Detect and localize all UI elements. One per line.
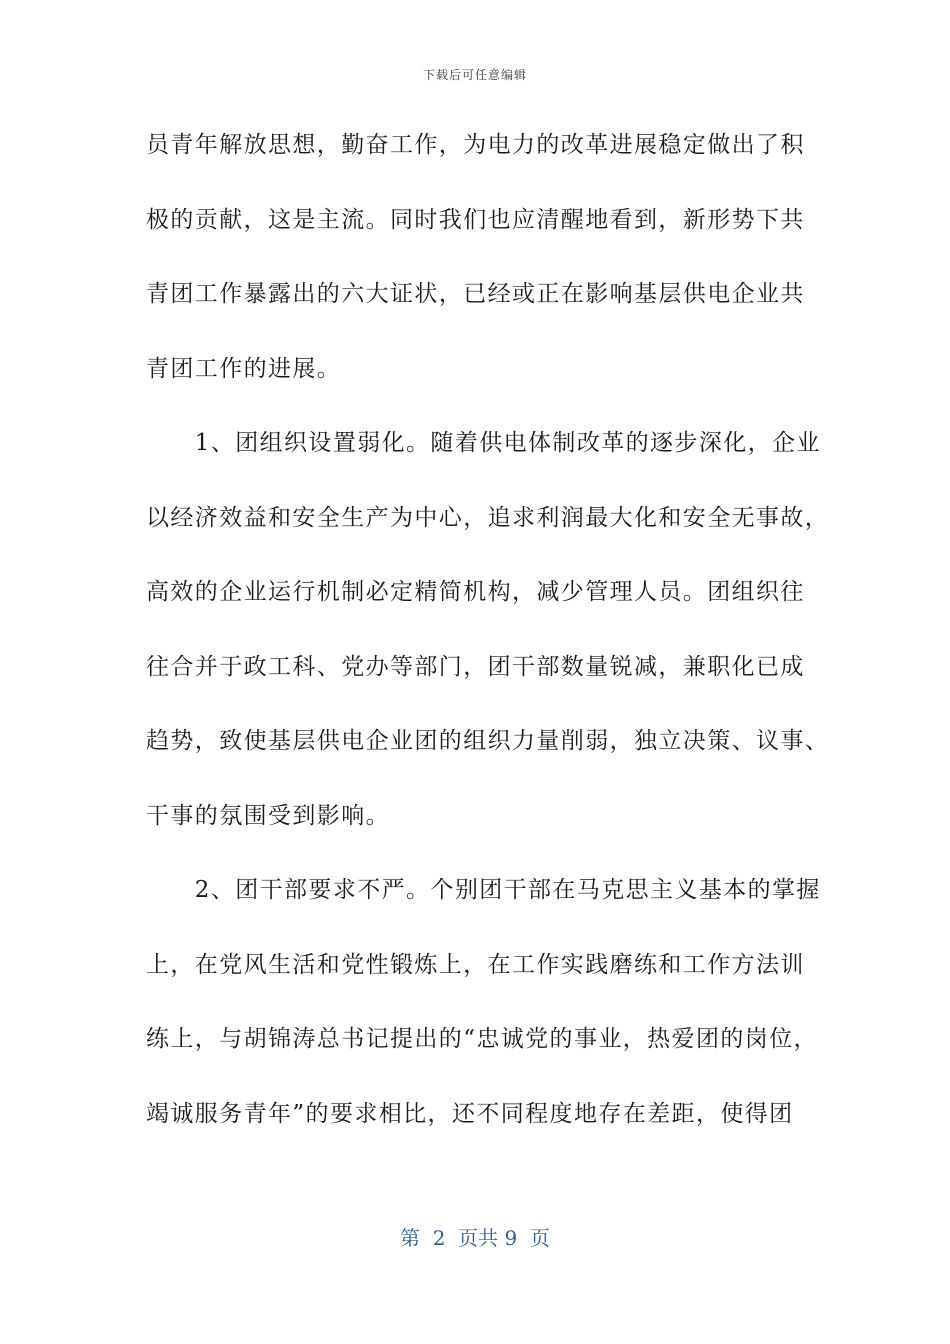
text-line: 2、团干部要求不严。个别团干部在马克思主义基本的掌握 bbox=[146, 877, 821, 903]
document-body bbox=[146, 122, 830, 1165]
text-line: 干事的氛围受到影响。 bbox=[146, 802, 390, 829]
page-header-note: 下载后可任意编辑 bbox=[422, 68, 527, 82]
text-line: 极的贡献，这是主流。同时我们也应清醒地看到，新形势下共 bbox=[146, 206, 805, 233]
text-line: 青团工作暴露出的六大证状，已经或正在影响基层供电企业共 bbox=[146, 281, 805, 307]
text-line: 青团工作的进展。 bbox=[146, 355, 342, 382]
page-number-footer: 第 2 页共 9 页 bbox=[400, 1226, 550, 1250]
text-line: 员青年解放思想，勤奋工作，为电力的改革进展稳定做出了积 bbox=[146, 132, 805, 158]
text-line: 竭诚服务青年”的要求相比，还不同程度地存在差距，使得团 bbox=[146, 1100, 794, 1127]
text-line: 往合并于政工科、党办等部门，团干部数量锐减，兼职化已成 bbox=[146, 653, 805, 680]
text-line: 练上，与胡锦涛总书记提出的“忠诚党的事业，热爱团的岗位， bbox=[146, 1026, 818, 1052]
text-line: 1、团组织设置弱化。随着供电体制改革的逐步深化，企业 bbox=[146, 430, 821, 456]
text-line: 以经济效益和安全生产为中心，追求利润最大化和安全无事故， bbox=[146, 504, 830, 531]
text-line: 上，在党风生活和党性锻炼上，在工作实践磨练和工作方法训 bbox=[146, 951, 805, 978]
text-line: 高效的企业运行机制必定精简机构，减少管理人员。团组织往 bbox=[146, 579, 805, 605]
text-line: 趋势，致使基层供电企业团的组织力量削弱，独立决策、议事、 bbox=[146, 728, 830, 754]
